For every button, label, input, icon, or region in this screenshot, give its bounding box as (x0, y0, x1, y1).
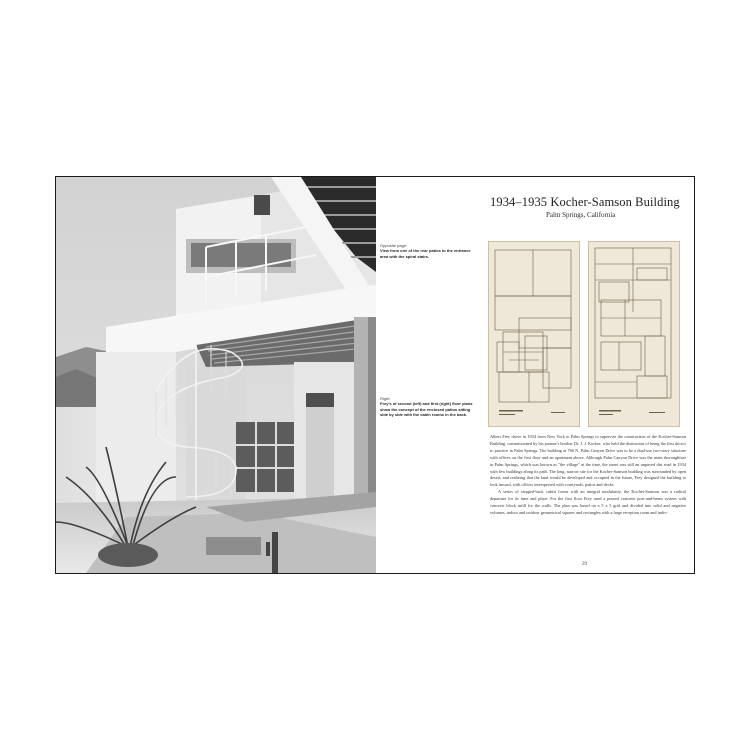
caption-heading: Right: (380, 396, 391, 401)
title-block (490, 195, 690, 219)
floor-plan-second (488, 241, 580, 427)
caption-opposite-page (380, 243, 474, 259)
floor-plans (488, 241, 684, 427)
caption-text: View from one of the rear patios to the entrance area with the spiral stairs. (380, 248, 471, 259)
floor-plan-first (588, 241, 680, 427)
body-text (490, 434, 686, 517)
page-number: 29 (582, 562, 587, 567)
paragraph: Albert Frey drove in 1934 from New York to Palm Springs to supervise the construction of the Kocher-Samson Building, commissioned by his partner's brother Dr. J. J. Kocher, who held the distinction of being the first doctor to practice in Palm Springs. The building at 766 N. Palm Canyon Drive was to be a dual-use two-story structure with offices on the first floor and an apartment above. Although Palm Canyon Drive was the main thoroughfare in Palm Springs, which was known as "the village" at the time, the street was still an unpaved dirt road in 1934 with few buildings along its path. The long, narrow site for the Kocher-Samson building was surrounded by open desert, and realizing that the land would be developed and occupied in the future, Frey designed the building to look inward, with offices interspersed with courtyards, patios and decks. (490, 434, 686, 488)
building-photograph (56, 177, 376, 573)
caption-text: Frey's of second (left) and first (right) floor plans show the concept of the enclosed patios sitting side by side with the cabin rooms in the back. (380, 401, 473, 417)
book-spread (55, 176, 695, 574)
caption-heading: Opposite page: (380, 243, 408, 248)
page-subtitle: Palm Springs, California (546, 211, 616, 219)
paragraph: A series of stepped-back cubist forms with an integral modularity, the Kocher-Samson was a radical departure for its time and place. For the first floor Frey used a poured concrete post-and-beam system with concrete block infill for the walls. The plan was based on a 5 x 5 grid and divided into solid and negative volumes, indoor and outdoor geometrical squares and rectangles with a large reception room and indiv- (490, 489, 686, 515)
page-title: 1934–1935 Kocher-Samson Building (490, 195, 680, 209)
text-page (376, 177, 694, 573)
caption-right (380, 396, 474, 417)
